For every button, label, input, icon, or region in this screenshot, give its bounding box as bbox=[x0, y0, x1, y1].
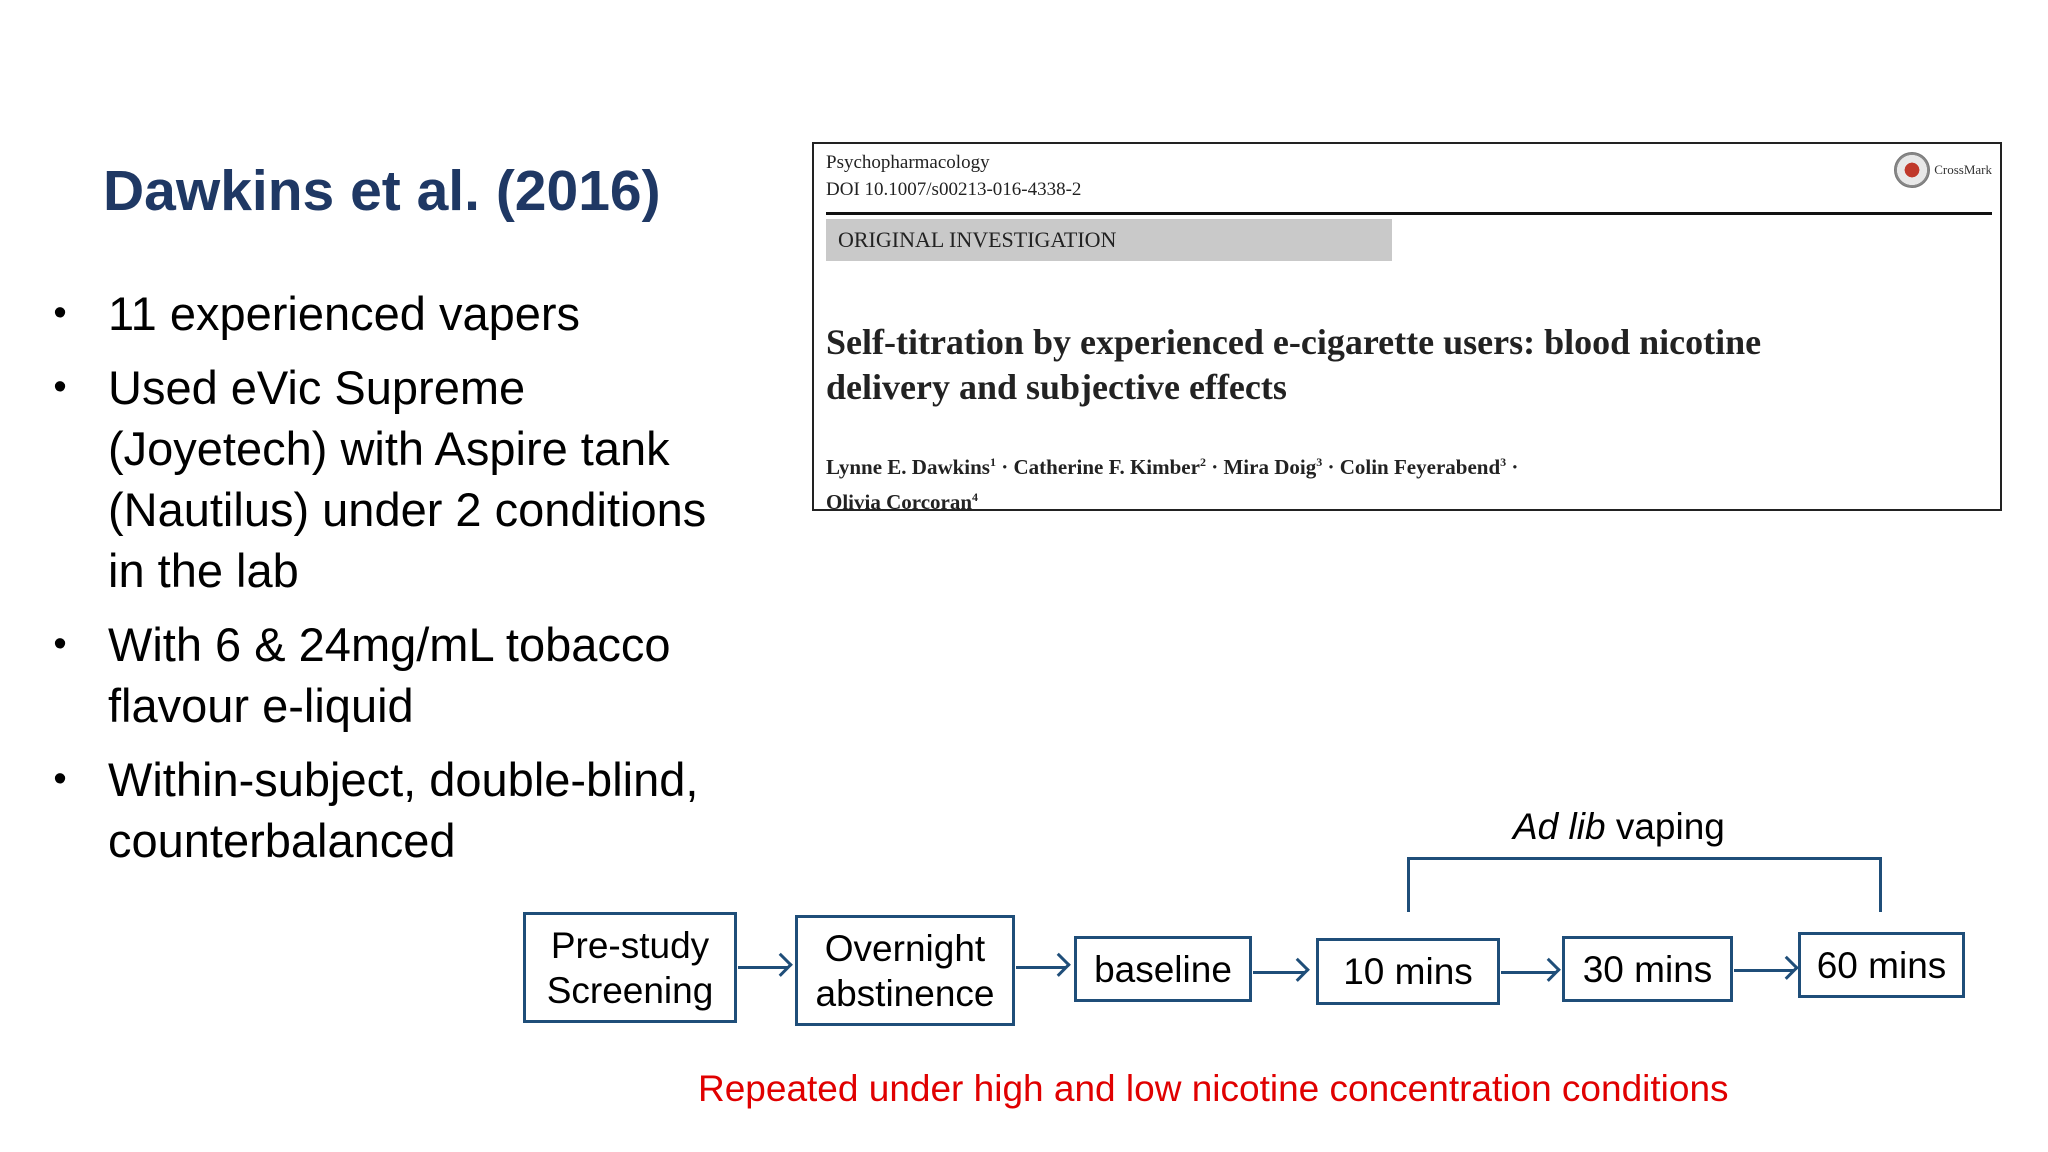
section-label: ORIGINAL INVESTIGATION bbox=[826, 219, 1392, 261]
author-name: Colin Feyerabend bbox=[1339, 455, 1501, 479]
bullet-list bbox=[48, 283, 788, 884]
author-affiliation: 3 bbox=[1500, 455, 1507, 469]
slide-title: Dawkins et al. (2016) bbox=[103, 159, 661, 223]
repeated-conditions-note: Repeated under high and low nicotine concentration conditions bbox=[698, 1068, 1729, 1109]
crossmark-badge bbox=[1894, 152, 1992, 188]
author-name: Catherine F. Kimber bbox=[1013, 455, 1200, 479]
journal-header bbox=[826, 149, 1081, 203]
bullet-line: 11 experienced vapers bbox=[108, 287, 581, 340]
ad-lib-vaping-label bbox=[1513, 806, 1725, 848]
bullet-line: (Joyetech) with Aspire tank bbox=[108, 422, 670, 475]
author-affiliation: 3 bbox=[1316, 455, 1323, 469]
bullet-dot: • bbox=[53, 292, 67, 334]
flow-step-baseline bbox=[1074, 936, 1252, 1002]
bullet-line: (Nautilus) under 2 conditions bbox=[108, 483, 707, 536]
step-line: 60 mins bbox=[1816, 944, 1947, 986]
flow-arrow bbox=[738, 966, 788, 969]
ad-lib-bracket bbox=[1407, 857, 1882, 912]
bullet-line: Used eVic Supreme bbox=[108, 361, 526, 414]
flow-arrow bbox=[1253, 971, 1305, 974]
author-affiliation: 2 bbox=[1199, 455, 1206, 469]
step-line: 10 mins bbox=[1343, 951, 1473, 992]
header-divider bbox=[826, 212, 1992, 215]
flow-step-pre-study-screening bbox=[523, 912, 737, 1023]
author-list: Lynne E. Dawkins$^1$ · Catherine F. Kimber$^2$ · Mira Doig$^3$ · Colin Feyerabend$^3$ · Olivia Corcoran$^4$ bbox=[826, 455, 1519, 514]
author-name: Olivia Corcoran bbox=[826, 490, 973, 514]
step-line: abstinence bbox=[815, 972, 995, 1014]
author-affiliation: 4 bbox=[972, 490, 979, 504]
crossmark-label: CrossMark bbox=[1934, 162, 1992, 177]
step-line: Overnight bbox=[824, 927, 986, 969]
bullet-line: With 6 & 24mg/mL tobacco bbox=[108, 618, 671, 671]
step-line: 30 mins bbox=[1582, 948, 1713, 990]
bullet-line: in the lab bbox=[108, 544, 299, 597]
flow-step-60-mins bbox=[1798, 932, 1965, 998]
flow-arrow bbox=[1501, 971, 1556, 974]
vaping-text: vaping bbox=[1605, 806, 1725, 847]
step-line: Pre-study bbox=[550, 924, 710, 966]
paper-title-line: delivery and subjective effects bbox=[826, 367, 1287, 407]
paper-title-line: Self-titration by experienced e-cigarette users: blood nicotine bbox=[826, 322, 1762, 362]
journal-name: Psychopharmacology bbox=[826, 152, 990, 173]
bullet-line: Within-subject, double-blind, bbox=[108, 753, 699, 806]
bullet-item bbox=[48, 749, 788, 871]
flow-step-10-mins bbox=[1316, 938, 1500, 1005]
flow-arrow bbox=[1016, 966, 1066, 969]
author-name: Lynne E. Dawkins bbox=[826, 455, 990, 479]
bullet-line: flavour e-liquid bbox=[108, 679, 414, 732]
bullet-dot: • bbox=[53, 758, 67, 800]
author-affiliation: 1 bbox=[989, 455, 996, 469]
bullet-item bbox=[48, 357, 788, 601]
bullet-item bbox=[48, 283, 788, 344]
bullet-dot: • bbox=[53, 366, 67, 408]
author-name: Mira Doig bbox=[1223, 455, 1317, 479]
paper-title bbox=[826, 320, 1976, 410]
bullet-item bbox=[48, 614, 788, 736]
flow-step-30-mins bbox=[1562, 936, 1733, 1002]
bullet-line: counterbalanced bbox=[108, 814, 456, 867]
paper-excerpt-image bbox=[812, 142, 2002, 514]
crossmark-icon bbox=[1894, 152, 1930, 188]
journal-doi: DOI 10.1007/s00213-016-4338-2 bbox=[826, 179, 1082, 200]
bullet-dot: • bbox=[53, 623, 67, 665]
flow-arrow bbox=[1734, 969, 1794, 972]
ad-lib-italic: Ad lib bbox=[1513, 806, 1606, 847]
flow-step-overnight-abstinence bbox=[795, 915, 1015, 1026]
step-line: baseline bbox=[1094, 948, 1232, 990]
step-line: Screening bbox=[546, 969, 714, 1011]
